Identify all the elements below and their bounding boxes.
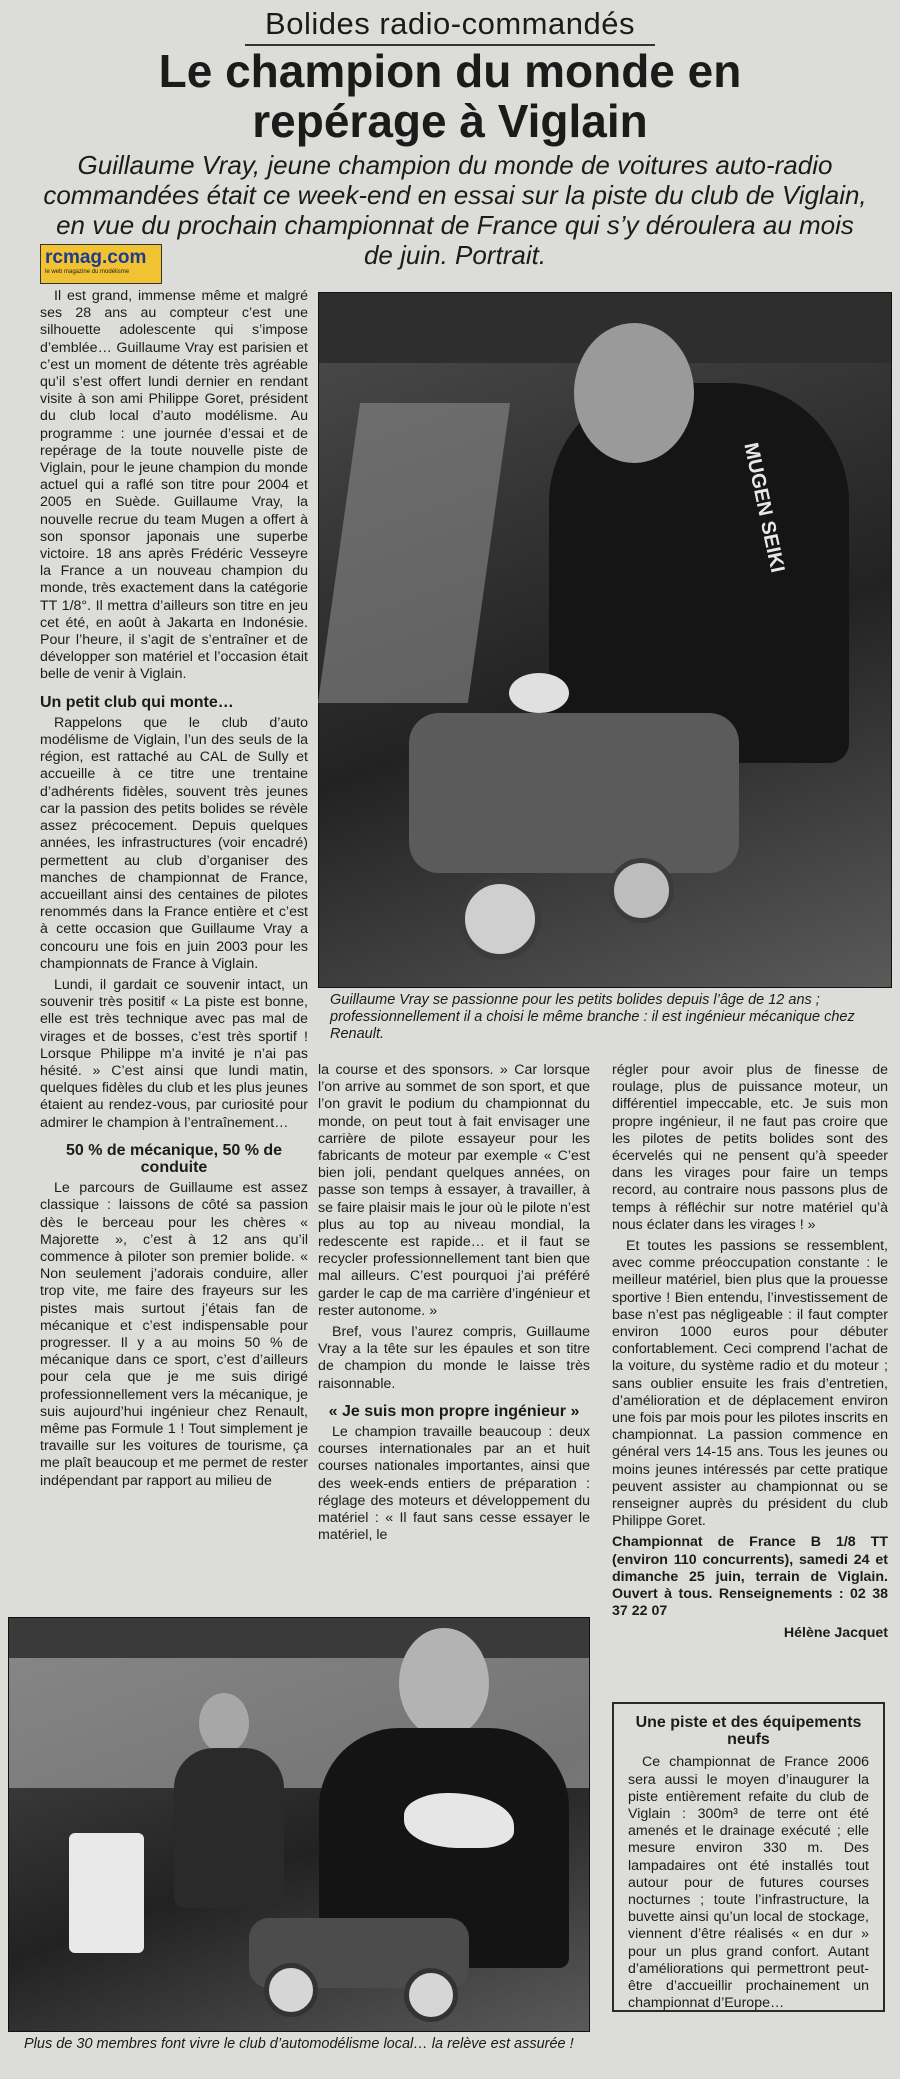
logo-name: rcmag.com: [45, 247, 147, 268]
author-signature: Hélène Jacquet: [783, 1624, 888, 1641]
event-info: Championnat de France B 1/8 TT (environ 110 concurrents), samedi 24 et dimanche 25 juin, terrain de Viglain. Ouvert à tous. Renseignements : 02 38 37 22 07: [612, 1534, 888, 1620]
col1-paragraph-2: Rappelons que le club d’auto modélisme de Viglain, l’un des seuls de la région, est rattaché au CAL de Sully et accueille à ce titre une trentaine d’adhérents fidèles, souvent très jeunes car la passion des petits bolides se révèle assez précocement. Depuis quelques années, les infrastructures (voir encadré) permettent au club d’organiser des manches de championnat de France, accueillant ainsi des centaines de pilotes renommés dans la France entière et c’est à cette occasion que Guillaume Vray a concouru une fois en juin 2003 pour les championnats de France à Viglain.: [40, 714, 308, 972]
col3-paragraph-1: régler pour avoir plus de finesse de roulage, plus de puissance moteur, un différentiel impeccable, etc. Je suis mon propre ingénieur, il ne faut pas croire que les pilotes de petits bolides sont des écervelés qui ne pensent qu’à speeder dans les virages pour faire un temps record, au contraire nous passons plus de temps à réfléchir sur notre matériel qu’à nous éclater dans les virages ! »: [612, 1062, 888, 1233]
col2-paragraph-1: la course et des sponsors. » Car lorsque l’on arrive au sommet de son sport, et que l’on gravit le podium du championnat du monde, on peut tout à fait envisager une carrière de pilote essayeur pour les fabricants de moteur par exemple « C’est bien joli, pendant quelques années, on passe son temps à essayer, à travailler, à se faire plaisir mais le jour où le pilote n’est plus au top au niveau mondial, la redescente est rapide… et il faut se recycler professionnellement tant bien que mal ailleurs. C’est pourquoi j’ai préféré garder le cap de ma carrière d’ingénieur et rester autonome. »: [318, 1062, 590, 1319]
col2-paragraph-3: Le champion travaille beaucoup : deux courses internationales par an et huit courses nationales importantes, ainsi que des week-ends entiers de préparation : réglage des moteurs et développement du matériel : « Il faut sans cesse essayer le matériel, le: [318, 1424, 590, 1544]
col3-paragraph-2: Et toutes les passions se ressemblent, avec comme préoccupation constante : le meilleur matériel, bien plus que la prouesse sportive ! Bien entendu, l’investissement de base n’est pas négligeable : il faut compter environ 1000 euros pour débuter confortablement. Ceci comprend l’achat de la voiture, du système radio et du moteur ; sans oublier ensuite les frais d’entretien, d’amélioration et de déplacement environ une fois par mois pour les pilotes inscrits en championnat. La passion commence en général vers 14-15 ans. Tous les jeunes ou moins jeunes intéressés par cette pratique peuvent assister au championnat ou se renseigner auprès du président du club Philippe Goret.: [612, 1238, 888, 1530]
sidebar-box-equipment: [612, 1702, 885, 2012]
caption-top-photo: Guillaume Vray se passionne pour les petits bolides depuis l’âge de 12 ans ; professionnellement il a choisi le même branche : il est ingénieur mécanique chez Renault.: [330, 992, 855, 1042]
caption-bottom-photo: Plus de 30 membres font vivre le club d’automodélisme local… la relève est assurée !: [24, 2036, 574, 2052]
col2-subheading: « Je suis mon propre ingénieur »: [328, 1402, 580, 1420]
col1-subheading-2: 50 % de mécanique, 50 % de conduite: [65, 1141, 283, 1176]
col1-paragraph-3: Lundi, il gardait ce souvenir intact, un souvenir très positif « La piste est bonne, elle est très technique avec pas mal de virages et de bosses, c’est très sportif ! Lorsque Philippe m’a invité je n’ai pas hésité. » C’est ainsi que lundi matin, quelques fidèles du club et les plus jeunes étaient au rendez-vous, par curiosité pour admirer le champion à l’entraînement…: [40, 976, 308, 1131]
box-title: Une piste et des équipements neufs: [635, 1714, 862, 1749]
logo-tagline: le web magazine du modélisme: [45, 269, 130, 275]
article-column-2: [318, 1062, 590, 1548]
section-rubric: Bolides radio-commandés: [245, 6, 655, 46]
col1-paragraph-1: Il est grand, immense même et malgré ses 28 ans au compteur c’est une silhouette adolescente qui s’impose d’emblée… Guillaume Vray est parisien et c’est un moment de détente très agréable qu’il s’est offert lundi dernier en rendant visite à son ami Philippe Goret, président du club local d’auto modélisme. Au programme : une journée d’essai et de repérage de la toute nouvelle piste de Viglain, pour le jeune champion du monde actuel qui a raflé son titre pour 2004 et 2005 en Suède. Guillaume Vray, la nouvelle recrue du team Mugen a offert à son sponsor japonais une superbe victoire. 18 ans après Frédéric Vesseyre la France a un nouveau champion du monde, très exactement dans la catégorie TT 1/8°. Il mettra d’ailleurs son titre en jeu cet été, en août à Jakarta en Indonésie. Pour l’heure, il s’agit de s’entraîner et de développer son matériel et l’occasion était belle de venir à Viglain.: [40, 288, 308, 683]
box-text: Ce championnat de France 2006 sera aussi le moyen d’inaugurer la piste entièrement refaite du club de Viglain : 300m³ de terre ont été amenés et le drainage exécuté ; elle mesure environ 330 m. Des lampadaires ont été installés tout autour pour de futures courses nocturnes ; toute l’infrastructure, la buvette ainsi qu’un local de stockage, viennent d’être réalisés « en dur » pour un plus grand confort. Autant d’améliorations qui permettront peut-être d’accueillir prochainement un championnat d’Europe…: [628, 1754, 869, 2012]
col1-paragraph-4: Le parcours de Guillaume est assez classique : laissons de côté sa passion dès le berceau pour les chères « Majorette », c’est à 12 ans qu’il commence à piloter son premier bolide. « Non seulement j’adorais conduire, aller trop vite, me faire des frayeurs sur les pistes mais surtout j’étais fan de mécanique et c’est indispensable pour progresser. Il y a au moins 50 % de mécanique dans ce sport, c’est d’ailleurs pour cela que je me suis dirigé professionnellement vers la mécanique, je suis aujourd’hui ingénieur chez Renault, même pas Formule 1 ! Tout simplement je travaille sur les voitures de tourisme, ça me plaît beaucoup et me permet de rester indépendant par rapport au milieu de: [40, 1180, 308, 1489]
article-column-3: [612, 1062, 888, 1642]
col2-paragraph-2: Bref, vous l’aurez compris, Guillaume Vray a la tête sur les épaules et son titre de champion du monde le laisse très raisonnable.: [318, 1324, 590, 1392]
shirt-print: MUGEN SEIKI: [739, 440, 789, 575]
rcmag-logo: [40, 244, 162, 284]
photo-champion-workbench: [318, 292, 892, 988]
article-column-1: [40, 288, 308, 1494]
headline: Le champion du monde en repérage à Viglain: [158, 45, 742, 147]
col1-subheading-1: Un petit club qui monte…: [40, 693, 234, 711]
lede: Guillaume Vray, jeune champion du monde de voitures auto-radio commandées était ce week-end en essai sur la piste du club de Viglain, en vue du prochain championnat de France qui s’y déroulera au mois de juin. Portrait.: [43, 150, 867, 270]
photo-club-members: [8, 1617, 590, 2032]
